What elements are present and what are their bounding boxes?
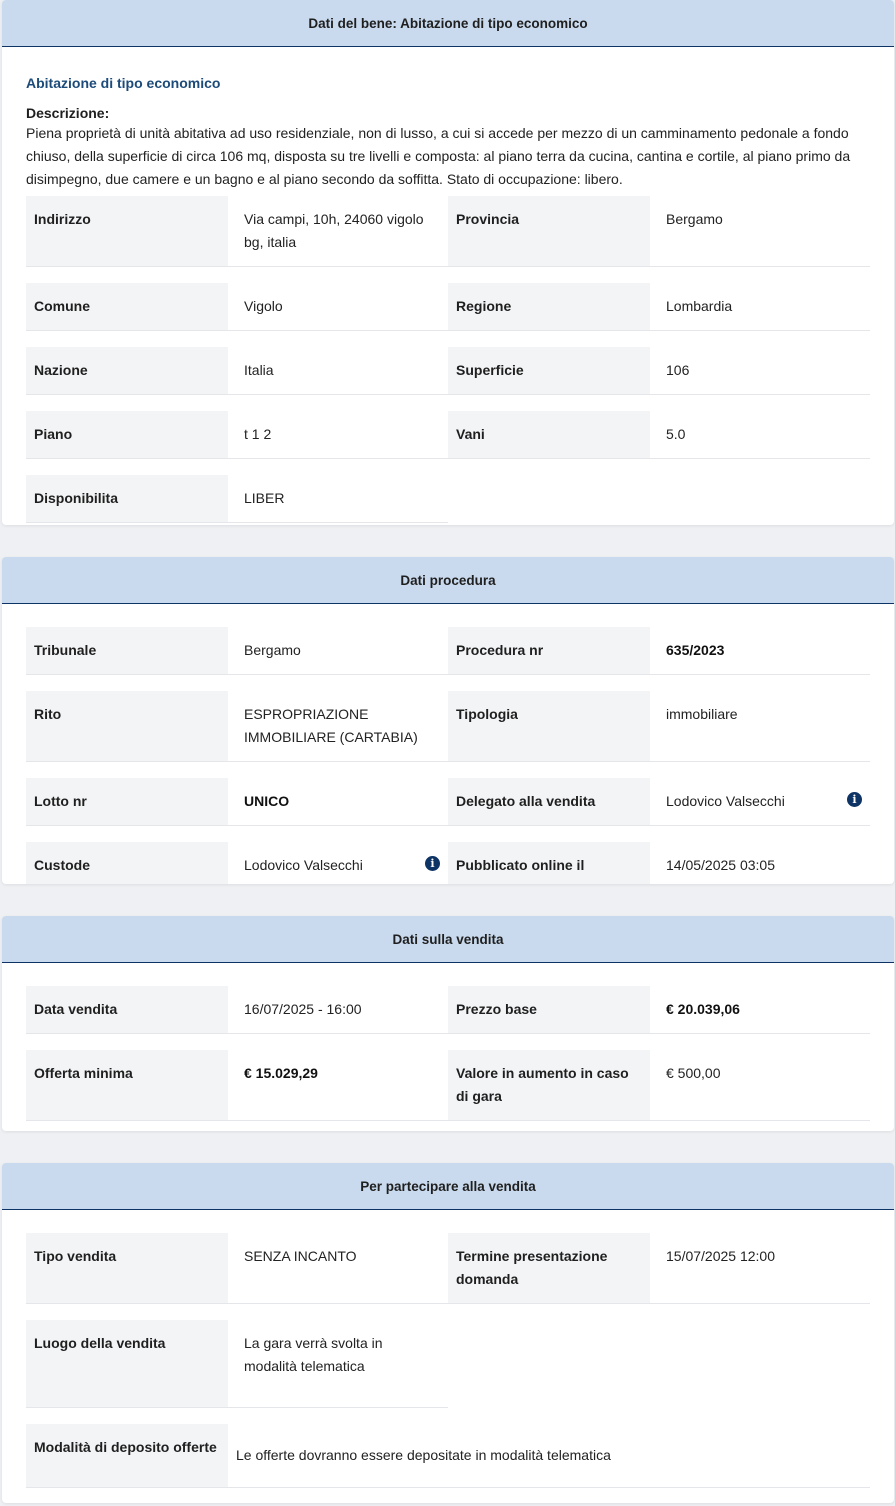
field-superficie bbox=[448, 347, 870, 395]
field-indirizzo bbox=[26, 196, 448, 267]
field-label: Termine presentazione domanda bbox=[448, 1233, 650, 1303]
partecipare-fields-grid bbox=[26, 1233, 870, 1488]
card-body-dati-vendita bbox=[2, 986, 894, 1121]
field-provincia bbox=[448, 196, 870, 267]
field-comune bbox=[26, 283, 448, 331]
field-termine-presentazione bbox=[448, 1233, 870, 1304]
field-label: Vani bbox=[448, 411, 650, 458]
field-label: Indirizzo bbox=[26, 196, 228, 266]
field-value: € 500,00 bbox=[666, 1065, 721, 1081]
field-tipologia bbox=[448, 691, 870, 762]
field-label: Rito bbox=[26, 691, 228, 761]
field-value-wrap bbox=[650, 778, 870, 825]
field-offerta-minima bbox=[26, 1050, 448, 1121]
card-partecipare bbox=[2, 1163, 894, 1503]
info-icon[interactable]: i bbox=[425, 856, 440, 871]
field-value: 635/2023 bbox=[666, 642, 725, 658]
field-value: ESPROPRIAZIONE IMMOBILIARE (CARTABIA) bbox=[244, 706, 418, 745]
card-dati-vendita bbox=[2, 916, 894, 1131]
field-value: Lombardia bbox=[666, 298, 733, 314]
field-procedura-nr bbox=[448, 627, 870, 675]
property-fields-grid bbox=[26, 196, 870, 523]
field-value: 16/07/2025 - 16:00 bbox=[244, 1001, 362, 1017]
card-body-partecipare bbox=[2, 1233, 894, 1488]
field-label: Luogo della vendita bbox=[26, 1320, 228, 1407]
field-value: 5.0 bbox=[666, 426, 686, 442]
field-label: Provincia bbox=[448, 196, 650, 266]
card-header-dati-bene: Dati del bene: Abitazione di tipo economico bbox=[2, 0, 894, 47]
field-label: Regione bbox=[448, 283, 650, 330]
field-valore-aumento bbox=[448, 1050, 870, 1121]
field-label: Comune bbox=[26, 283, 228, 330]
field-delegato bbox=[448, 778, 870, 826]
field-regione bbox=[448, 283, 870, 331]
info-icon[interactable]: i bbox=[847, 792, 862, 807]
field-label: Data vendita bbox=[26, 986, 228, 1033]
card-body-dati-bene bbox=[2, 75, 894, 523]
property-subtitle: Abitazione di tipo economico bbox=[26, 75, 221, 91]
field-value: immobiliare bbox=[666, 706, 738, 722]
field-custode bbox=[26, 842, 448, 884]
field-value: LIBER bbox=[244, 490, 285, 506]
vendita-fields-grid bbox=[26, 986, 870, 1121]
field-value: € 15.029,29 bbox=[244, 1065, 318, 1081]
card-header-dati-procedura: Dati procedura bbox=[2, 557, 894, 604]
card-header-partecipare: Per partecipare alla vendita bbox=[2, 1163, 894, 1210]
field-label: Prezzo base bbox=[448, 986, 650, 1033]
field-value-wrap bbox=[228, 842, 448, 884]
field-label: Piano bbox=[26, 411, 228, 458]
description-label: Descrizione: bbox=[26, 105, 110, 121]
field-nazione bbox=[26, 347, 448, 395]
field-data-vendita bbox=[26, 986, 448, 1034]
field-label: Tipologia bbox=[448, 691, 650, 761]
field-value: 106 bbox=[666, 362, 690, 378]
field-label: Valore in aumento in caso di gara bbox=[448, 1050, 650, 1120]
field-label: Tipo vendita bbox=[26, 1233, 228, 1303]
field-label: Pubblicato online il bbox=[448, 842, 650, 884]
field-value: t 1 2 bbox=[244, 426, 272, 442]
field-prezzo-base bbox=[448, 986, 870, 1034]
field-label: Tribunale bbox=[26, 627, 228, 674]
field-value: 15/07/2025 12:00 bbox=[666, 1248, 775, 1264]
field-value: Lodovico Valsecchi bbox=[244, 857, 363, 873]
description-text: Piena proprietà di unità abitativa ad uso residenziale, non di lusso, a cui si accede per mezzo di un camminamento pedonale a fondo chiuso, della superficie di circa 106 mq, disposta su tre livelli e composta: al piano terra da cucina, cantina e cortile, al piano primo da disimpegno, due camere e un bagno e al piano secondo da soffitta. Stato di occupazione: libero. bbox=[26, 125, 851, 187]
field-pubblicato bbox=[448, 842, 870, 884]
empty-cell bbox=[448, 1320, 870, 1408]
field-value: Le offerte dovranno essere depositate in modalità telematica bbox=[236, 1447, 611, 1463]
field-label: Lotto nr bbox=[26, 778, 228, 825]
field-disponibilita bbox=[26, 475, 448, 523]
field-value: Bergamo bbox=[244, 642, 301, 658]
field-label: Offerta minima bbox=[26, 1050, 228, 1120]
card-dati-procedura bbox=[2, 557, 894, 884]
card-dati-bene bbox=[2, 0, 894, 525]
field-lotto-nr bbox=[26, 778, 448, 826]
field-label: Modalità di deposito offerte bbox=[26, 1424, 228, 1487]
field-label: Procedura nr bbox=[448, 627, 650, 674]
field-label: Disponibilita bbox=[26, 475, 228, 522]
field-value: Via campi, 10h, 24060 vigolo bg, italia bbox=[244, 211, 424, 250]
field-label: Nazione bbox=[26, 347, 228, 394]
field-luogo-vendita bbox=[26, 1320, 448, 1408]
field-value: 14/05/2025 03:05 bbox=[666, 857, 775, 873]
field-modalita-deposito bbox=[26, 1424, 870, 1488]
field-value: Bergamo bbox=[666, 211, 723, 227]
field-label: Custode bbox=[26, 842, 228, 884]
field-label: Delegato alla vendita bbox=[448, 778, 650, 825]
field-label: Superficie bbox=[448, 347, 650, 394]
card-header-dati-vendita: Dati sulla vendita bbox=[2, 916, 894, 963]
procedura-fields-grid bbox=[26, 627, 870, 884]
field-value: Vigolo bbox=[244, 298, 283, 314]
field-piano bbox=[26, 411, 448, 459]
field-rito bbox=[26, 691, 448, 762]
card-body-dati-procedura bbox=[2, 627, 894, 884]
field-value: Italia bbox=[244, 362, 274, 378]
field-tipo-vendita bbox=[26, 1233, 448, 1304]
field-tribunale bbox=[26, 627, 448, 675]
field-value: La gara verrà svolta in modalità telematica bbox=[244, 1335, 383, 1374]
field-value: UNICO bbox=[244, 793, 290, 809]
field-value: Lodovico Valsecchi bbox=[666, 793, 785, 809]
field-value: € 20.039,06 bbox=[666, 1001, 740, 1017]
field-vani bbox=[448, 411, 870, 459]
field-value: SENZA INCANTO bbox=[244, 1248, 357, 1264]
